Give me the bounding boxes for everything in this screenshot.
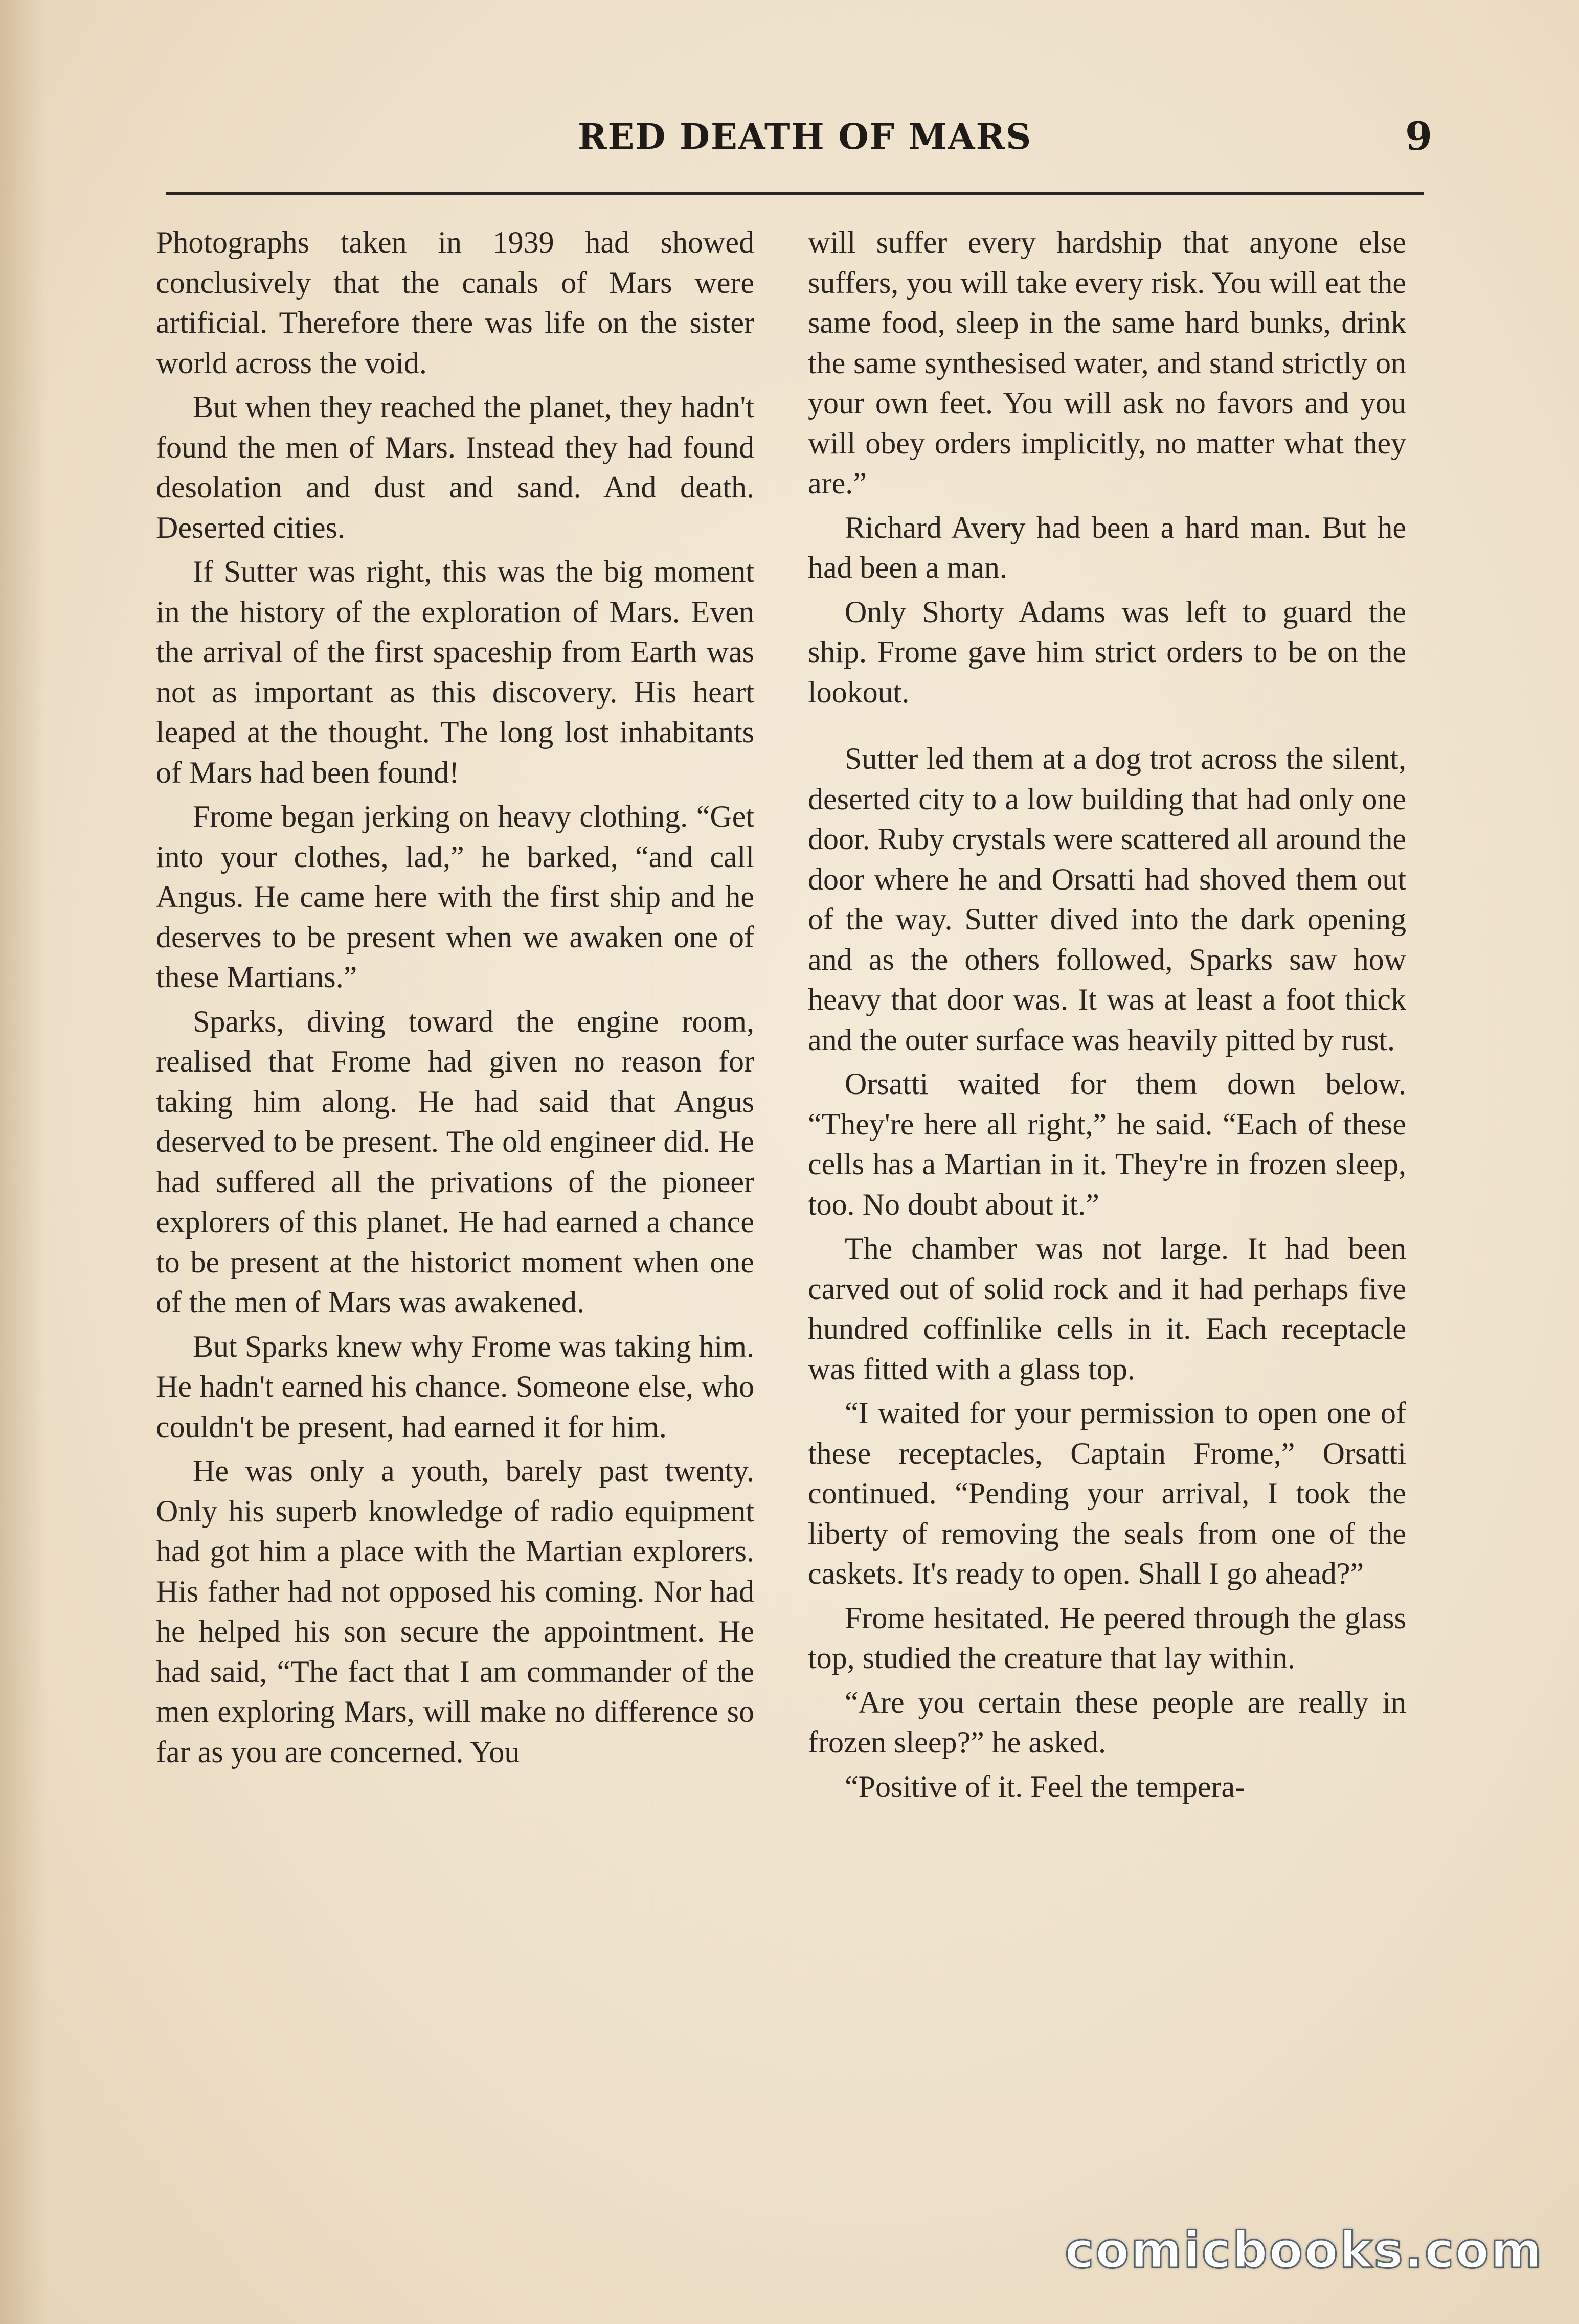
paragraph: Sutter led them at a dog trot across the silent, deserted city to a low building that had only one door. Ruby crystals were scattered all around the door where he and Orsatti had shoved them out of the way. Sutter dived into the dark opening and as the others followed, Sparks saw how heavy that door was. It was at least a foot thick and the outer surface was heavily pitted by rust.	[808, 742, 1406, 1057]
paragraph: Only Shorty Adams was left to guard the ship. Frome gave him strict orders to be on the lookout.	[808, 595, 1406, 709]
paragraph: Frome began jerking on heavy clothing. “Get into your clothes, lad,” he barked, “and call Angus. He came here with the first ship and he deserves to be present when we awaken one of these Martians.”	[156, 800, 754, 994]
site-watermark: comicbooks.com	[1065, 2222, 1543, 2279]
right-text-column	[808, 222, 1406, 1811]
paragraph: Photographs taken in 1939 had showed conclusively that the canals of Mars were artificial. Therefore there was life on the sister world across the void.	[156, 225, 754, 380]
paragraph: Richard Avery had been a hard man. But he had been a man.	[808, 510, 1406, 584]
running-title: RED DEATH OF MARS	[578, 117, 1032, 157]
paragraph: “Are you certain these people are really in frozen sleep?” he asked.	[808, 1685, 1406, 1759]
paragraph: Frome hesitated. He peered through the glass top, studied the creature that lay within.	[808, 1601, 1406, 1675]
header-rule	[166, 192, 1424, 195]
paragraph: “Positive of it. Feel the tempera-	[845, 1769, 1246, 1804]
paragraph: But when they reached the planet, they hadn't found the men of Mars. Instead they had found desolation and dust and sand. And death. Deserted cities.	[156, 390, 754, 544]
paragraph: will suffer every hardship that anyone else suffers, you will take every risk. You will eat the same food, sleep in the same hard bunks, drink the same synthesised water, and stand strictly on your own feet. You will ask no favors and you will obey orders implicitly, no matter what they are.”	[808, 225, 1406, 500]
left-text-column	[156, 222, 754, 1776]
paragraph: Orsatti waited for them down below. “They're here all right,” he said. “Each of these cells has a Martian in it. They're in frozen sleep, too. No doubt about it.”	[808, 1067, 1406, 1221]
paragraph: If Sutter was right, this was the big moment in the history of the exploration of Mars. Even the arrival of the first spaceship from Earth was not as important as this discovery. His heart leaped at the thought. The long lost inhabitants of Mars had been found!	[156, 555, 754, 789]
paragraph: He was only a youth, barely past twenty. Only his superb knowledge of radio equipment had got him a place with the Martian explorers. His father had not opposed his coming. Nor had he helped his son secure the appointment. He had said, “The fact that I am commander of the men exploring Mars, will make no difference so far as you are concerned. You	[156, 1454, 754, 1769]
paragraph: “I waited for your permission to open one of these receptacles, Captain Frome,” Orsatti continued. “Pending your arrival, I took the liberty of removing the seals from one of the caskets. It's ready to open. Shall I go ahead?”	[808, 1396, 1406, 1590]
paragraph: The chamber was not large. It had been carved out of solid rock and it had perhaps five hundred coffinlike cells in it. Each receptacle was fitted with a glass top.	[808, 1232, 1406, 1386]
paragraph: Sparks, diving toward the engine room, realised that Frome had given no reason for taking him along. He had said that Angus deserved to be present. The old engineer did. He had suffered all the privations of the pioneer explorers of this planet. He had earned a chance to be present at the historict moment when one of the men of Mars was awakened.	[156, 1004, 754, 1319]
page-number: 9	[1405, 113, 1432, 159]
paragraph: But Sparks knew why Frome was taking him. He hadn't earned his chance. Someone else, who couldn't be present, had earned it for him.	[156, 1329, 754, 1444]
